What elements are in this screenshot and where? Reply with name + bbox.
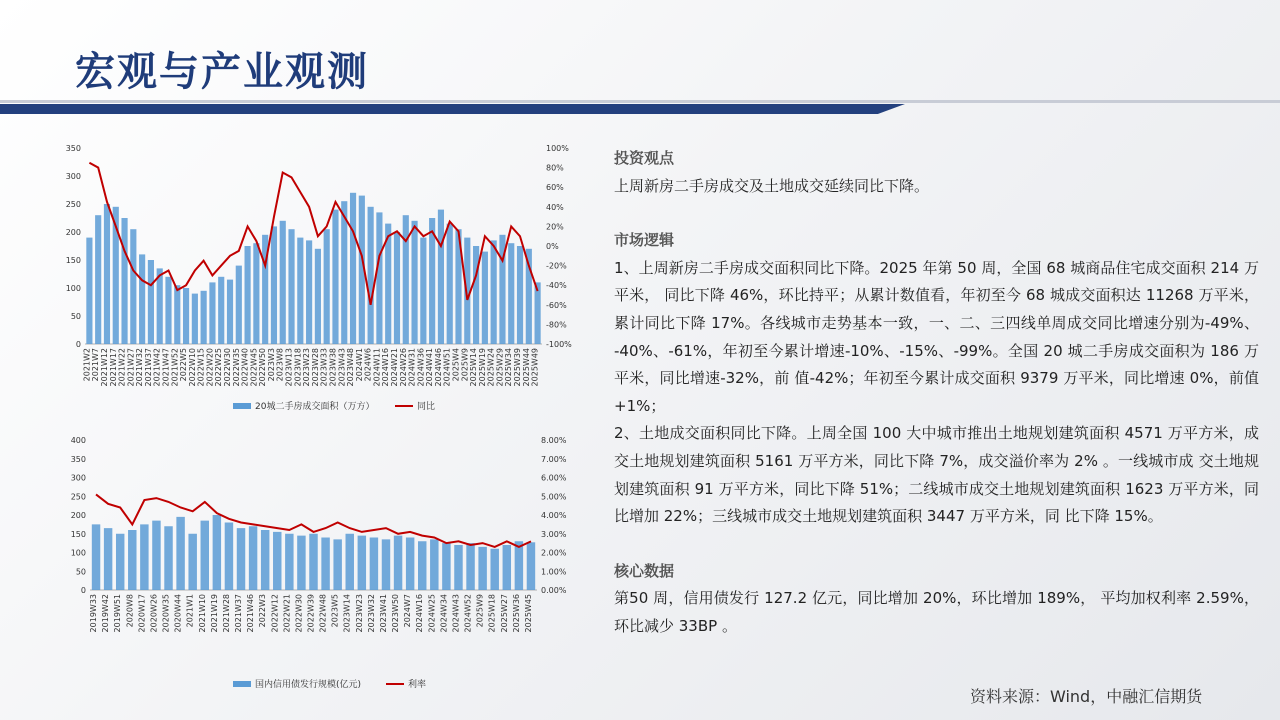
x-tick-label: 2025W4 [451,348,461,382]
bar [306,240,312,344]
x-tick-label: 2020W35 [161,594,171,633]
chart-housing-svg [55,140,575,420]
x-tick-label: 2023W5 [330,594,340,628]
bar [517,246,523,344]
legend-label: 国内信用债发行规模(亿元) [255,680,362,690]
y-left-tick-label: 50 [70,312,81,321]
y-right-tick-label: -40% [546,281,567,291]
header-divider [0,100,1280,103]
y-right-tick-label: 4.00% [541,511,567,520]
x-tick-label: 2023W48 [346,348,355,387]
x-tick-label: 2023W23 [302,348,312,387]
bar [253,243,259,344]
legend-swatch-bar [233,403,251,409]
x-tick-label: 2021W42 [152,348,162,387]
bar [447,224,453,344]
x-tick-label: 2019W42 [101,594,111,633]
bar [508,243,514,344]
bar [333,539,341,590]
x-tick-label: 2022W12 [270,594,280,633]
x-tick-label: 2022W40 [240,348,250,387]
bar [466,543,474,590]
x-tick-label: 2024W31 [407,348,417,387]
x-tick-label: 2021W17 [108,348,118,387]
x-tick-label: 2020W44 [173,594,183,633]
x-tick-label: 2025W29 [495,348,505,387]
x-tick-label: 2021W32 [135,348,145,387]
y-right-tick-label: -20% [546,261,567,271]
bar [225,523,233,591]
bar [297,238,303,344]
x-tick-label: 2021W28 [221,594,231,633]
x-tick-label: 2022W48 [318,594,328,633]
chart-credit-svg [55,432,575,697]
bar [209,282,215,344]
y-left-tick-label: 100 [65,284,81,293]
bar [358,536,366,590]
page-title: 宏观与产业观测 [75,48,369,95]
x-tick-label: 2023W3 [267,348,276,382]
y-left-tick-label: 200 [70,511,86,520]
legend-label: 利率 [408,680,427,690]
y-right-tick-label: 8.00% [541,436,567,445]
bar [315,249,321,344]
bar [280,221,286,344]
x-tick-label: 2024W43 [451,594,461,633]
x-tick-label: 2021W2 [82,348,92,382]
x-tick-label: 2025W34 [504,348,514,387]
x-tick-label: 2025W14 [469,348,479,387]
x-tick-label: 2024W21 [390,348,399,387]
bar [490,549,498,590]
bar [188,534,196,590]
legend-label: 20城二手房成交面积（万方） [255,402,375,412]
x-tick-label: 2025W36 [511,594,521,633]
bar [152,521,160,590]
section-body-view: 上周新房二手房成交及土地成交延续同比下降。 [614,176,930,195]
x-tick-label: 2023W13 [284,348,294,387]
x-tick-label: 2020W17 [137,594,147,633]
bar [482,252,488,344]
bar [165,277,171,344]
y-right-tick-label: 100% [546,144,569,153]
header-bar [0,104,905,114]
x-tick-label: 2024W41 [425,348,435,387]
x-tick-label: 2022W45 [249,348,259,387]
x-tick-label: 2020W26 [149,594,159,633]
x-tick-label: 2021W1 [185,594,195,628]
bar [350,193,356,344]
x-tick-label: 2023W43 [337,348,347,387]
x-tick-label: 2022W20 [205,348,215,387]
bar [192,294,198,344]
bar [130,229,136,344]
x-tick-label: 2024W11 [372,348,382,387]
logic-paragraph-1: 1、上周新房二手房成交面积同比下降。2025 年第 50 周，全国 68 城商品住宅成交面积 214 万平米， 同比下降 46%，环比持平；从累计数值看，年初至今 68 城成交面积达 11268 万平米， 累计同比下降 17%。各线城市走势基本一致，一、二、三四线单周成交同比增速分别为-49%、 -40%、-61%，年初至今累计增速-10%、-15%、-99%。全国 20 城二手房成交面积为 186 万平米，同比增速-32%，前 值-42%；年初至今累计成交面积 9379 万平米，同比增速 0%，前值+1%； [614,258,1259,415]
x-tick-label: 2020W8 [125,594,135,628]
x-tick-label: 2021W52 [170,348,180,387]
x-tick-label: 2022W50 [258,348,268,387]
bar [370,538,378,591]
bar [321,538,329,591]
x-tick-label: 2023W23 [354,594,364,633]
bar [411,221,417,344]
bar [95,215,101,344]
x-tick-label: 2024W46 [433,348,443,387]
bar [92,524,100,590]
x-tick-label: 2023W28 [310,348,320,387]
legend-swatch-bar [233,681,251,687]
y-right-tick-label: 3.00% [541,529,567,539]
x-tick-label: 2024W51 [442,348,452,387]
section-title-logic: 市场逻辑 [614,231,675,250]
bar [324,229,330,344]
x-tick-label: 2021W47 [161,348,171,387]
x-tick-label: 2024W26 [398,348,408,387]
x-tick-label: 2023W14 [342,594,352,633]
bar [438,210,444,344]
x-tick-label: 2021W12 [100,348,109,387]
bar [297,536,305,590]
bar [527,542,535,590]
bar [157,268,163,344]
x-tick-label: 2023W32 [366,594,376,633]
y-left-tick-label: 50 [75,567,86,577]
bar [116,534,124,590]
x-tick-label: 2022W21 [282,594,292,633]
section-title-view: 投资观点 [614,149,675,167]
y-left-tick-label: 0 [80,586,86,595]
chart-credit [55,432,575,697]
y-left-tick-label: 250 [70,492,86,502]
bar [285,534,293,590]
bar [430,539,438,590]
x-tick-label: 2025W9 [475,594,485,628]
x-tick-label: 2024W16 [381,348,391,387]
x-tick-label: 2024W7 [403,594,413,628]
bar [418,541,426,590]
x-tick-label: 2019W33 [89,594,98,633]
x-tick-label: 2025W9 [460,348,470,382]
bar [249,526,257,590]
bar [288,229,294,344]
y-right-tick-label: 60% [546,183,564,193]
x-tick-label: 2024W16 [415,594,425,633]
bar [341,201,347,344]
y-right-tick-label: -80% [546,320,567,330]
x-tick-label: 2022W25 [214,348,224,387]
y-left-tick-label: 100 [70,548,86,558]
bar [346,534,354,590]
bar [218,277,224,344]
x-tick-label: 2024W34 [439,594,449,633]
bar [394,232,400,344]
bar [104,204,110,344]
x-tick-label: 2022W10 [187,348,197,387]
x-tick-label: 2022W30 [294,594,304,633]
x-tick-label: 2021W10 [197,594,207,633]
bar [148,260,154,344]
y-left-tick-label: 300 [65,172,81,181]
x-tick-label: 2023W38 [328,348,338,387]
y-left-tick-label: 350 [65,144,81,153]
x-tick-label: 2021W37 [143,348,153,387]
y-right-tick-label: 5.00% [541,492,567,502]
bar [201,291,207,344]
x-tick-label: 2022W35 [231,348,241,387]
bar [454,545,462,590]
bar [535,282,541,344]
bar [213,515,221,590]
logic-paragraph-2: 2、土地成交面积同比下降。上周全国 100 大中城市推出土地规划建筑面积 4571 万平方米，成 交土地规划建筑面积 5161 万平方米，同比下降 7%，成交溢价率为 2% 。一线城市成 交土地规划建筑面积 91 万平方米，同比下降 51%；二线城市成交土地规划建筑面积 1623 万平方米，同比增加 22%；三线城市成交土地规划建筑面积 3447 万平方米，同 比下降 15%。 [614,424,1259,526]
x-tick-label: 2024W36 [416,348,426,387]
y-right-tick-label: 7.00% [541,454,567,464]
x-tick-label: 2023W41 [379,594,388,633]
y-right-tick-label: 1.00% [541,567,567,577]
y-right-tick-label: 0% [546,242,559,251]
y-right-tick-label: 0.00% [541,586,567,595]
bar [406,538,414,591]
section-title-core: 核心数据 [614,561,675,580]
bar [478,547,486,590]
y-right-tick-label: 40% [546,202,564,212]
y-left-tick-label: 150 [70,529,86,539]
bar [128,530,136,590]
bar [86,238,92,344]
bar [503,545,511,590]
bar [176,517,184,590]
bar [332,210,338,344]
bar [245,246,251,344]
y-right-tick-label: -100% [546,340,572,349]
bar [309,534,317,590]
x-tick-label: 2024W25 [427,594,437,633]
x-tick-label: 2025W45 [524,594,533,633]
x-tick-label: 2025W19 [477,348,487,387]
bar [183,288,189,344]
bar [236,266,242,344]
x-tick-label: 2021W27 [126,348,136,387]
x-tick-label: 2023W8 [275,348,285,382]
bar [442,543,450,590]
legend-label: 同比 [417,402,436,412]
chart-housing [55,140,575,420]
x-tick-label: 2025W39 [513,348,522,387]
bar [473,246,479,344]
x-tick-label: 2022W15 [196,348,206,387]
x-tick-label: 2021W46 [246,594,256,633]
bar [121,218,127,344]
bar [273,532,281,590]
bar [420,238,426,344]
x-tick-label: 2024W6 [363,348,373,382]
bar [174,285,180,344]
x-tick-label: 2025W24 [486,348,496,387]
section-body-core: 第50 周，信用债发行 127.2 亿元，同比增加 20%，环比增加 189%， 平均加权利率 2.59%，环比减少 33BP 。 [614,589,1259,635]
bar [271,226,277,344]
y-right-tick-label: 6.00% [541,473,567,483]
x-tick-label: 2024W1 [354,348,364,382]
x-tick-label: 2025W27 [499,594,509,633]
bar [139,254,145,344]
y-right-tick-label: 2.00% [541,548,567,558]
x-tick-label: 2024W52 [463,594,473,633]
y-left-tick-label: 200 [65,228,81,237]
y-left-tick-label: 250 [65,200,81,209]
bar [403,215,409,344]
x-tick-label: 2021W22 [117,348,127,387]
y-right-tick-label: 80% [546,163,564,173]
text-panel [614,145,1259,641]
x-tick-label: 2021W37 [234,594,243,633]
x-tick-label: 2021W19 [209,594,219,633]
bar [261,530,269,590]
bar [140,524,148,590]
bar [368,207,374,344]
x-tick-label: 2023W33 [319,348,329,387]
x-tick-label: 2023W50 [391,594,401,633]
y-left-tick-label: 400 [70,436,86,445]
y-left-tick-label: 350 [70,454,86,464]
source-note: 资料来源：Wind，中融汇信期货 [970,687,1203,706]
x-tick-label: 2022W3 [258,594,268,628]
x-tick-label: 2019W51 [113,594,123,633]
bar [104,528,112,590]
bar [237,528,245,590]
bar [227,280,233,344]
y-left-tick-label: 300 [70,473,86,483]
bar [515,541,523,590]
bar [376,212,382,344]
bar [382,539,390,590]
bar [164,526,172,590]
y-right-tick-label: -60% [546,300,567,310]
x-tick-label: 2022W39 [306,594,316,633]
x-tick-label: 2022W30 [223,348,232,387]
y-left-tick-label: 150 [65,256,81,265]
x-tick-label: 2025W49 [530,348,540,387]
y-left-tick-label: 0 [75,340,81,349]
x-tick-label: 2023W18 [293,348,303,387]
y-right-tick-label: 20% [546,222,564,232]
x-tick-label: 2022W5 [179,348,189,382]
bar [491,240,497,344]
bar [394,536,402,590]
x-tick-label: 2025W44 [521,348,531,387]
x-tick-label: 2025W18 [487,594,497,633]
bar [201,521,209,590]
x-tick-label: 2021W7 [91,348,101,382]
